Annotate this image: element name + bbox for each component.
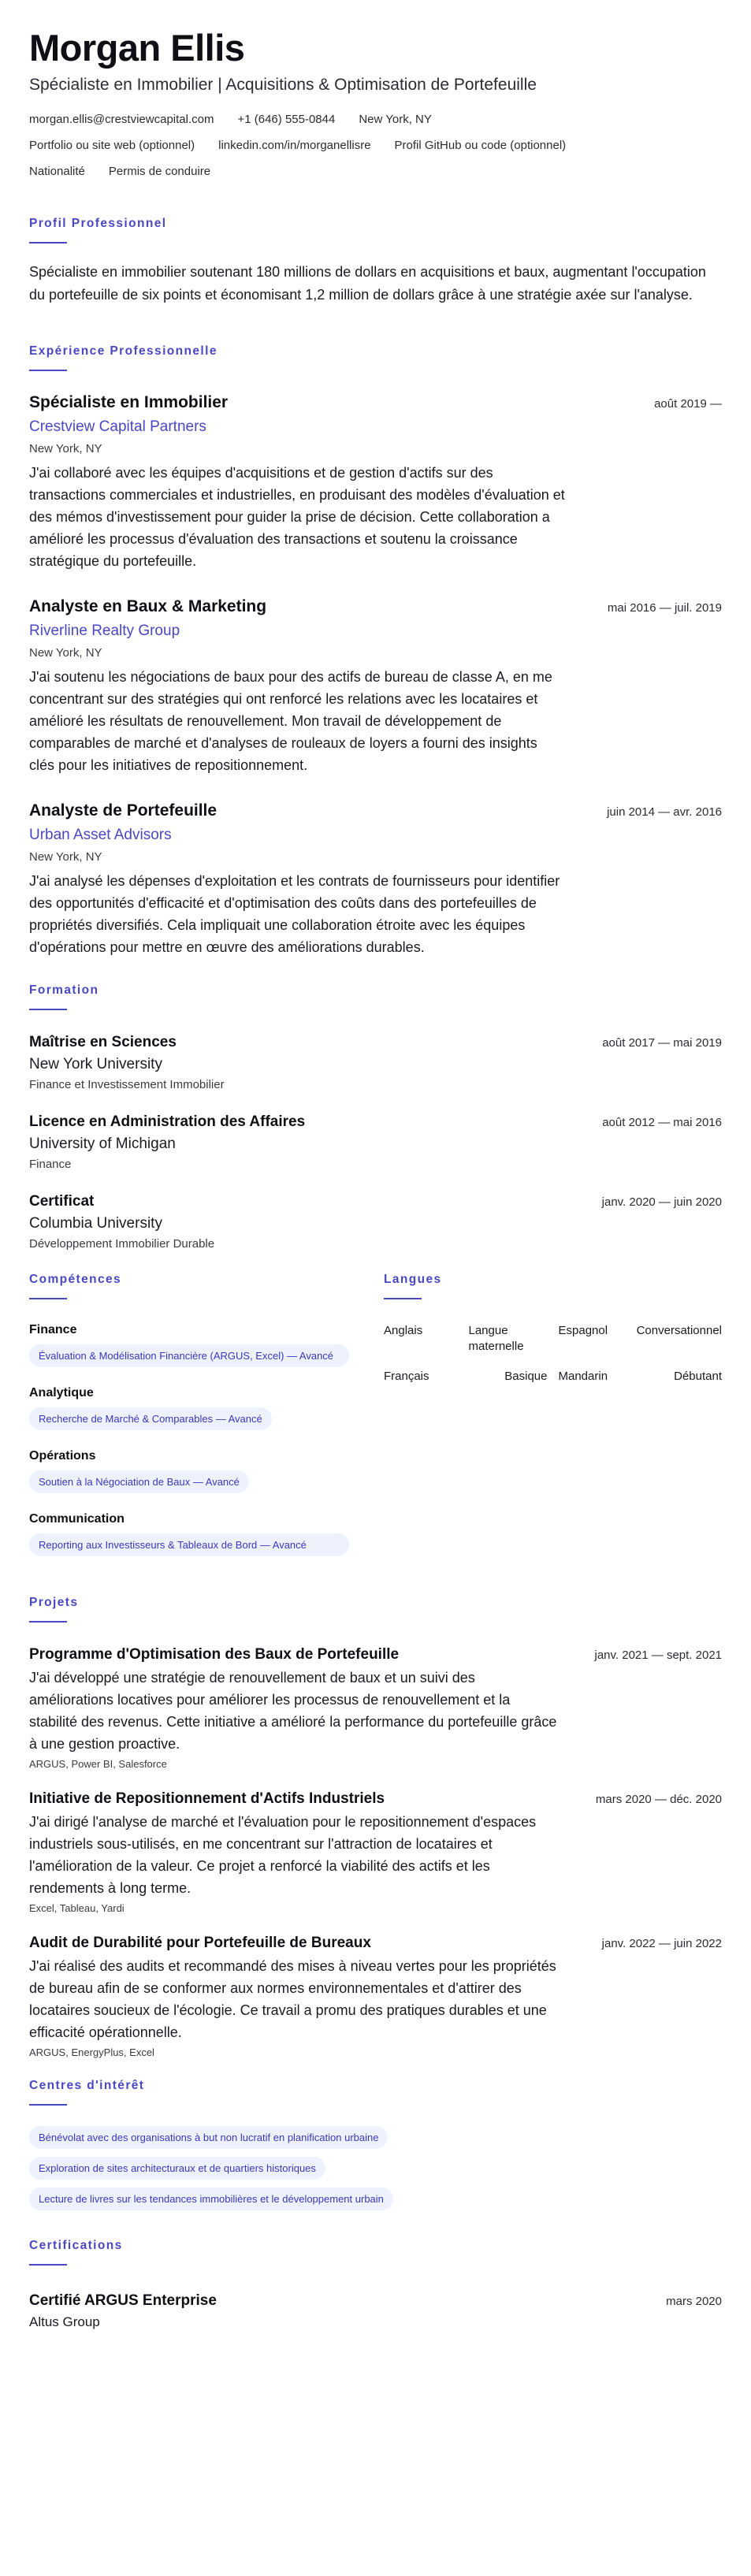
job-company: Crestview Capital Partners [29, 418, 206, 435]
project-tools: ARGUS, EnergyPlus, Excel [29, 2046, 154, 2058]
education-school: New York University [29, 1056, 162, 1072]
language-name: Français [384, 1370, 429, 1383]
section-divider [29, 242, 67, 243]
job-description: J'ai soutenu les négociations de baux pour des actifs de bureau de classe A, en me concentrant sur des stratégies qui ont renforcé les relations avec les locataires et amélioré les résultats de renouvellement. Mon travail de développement de comparables de marché et d'analyses de rouleaux de loyers a fourni des insights clés pour les initiatives de repositionnement. [29, 669, 552, 773]
project-entry [29, 1646, 722, 1770]
section-divider [29, 370, 67, 371]
project-tools: Excel, Tableau, Yardi [29, 1902, 125, 1914]
section-divider [29, 1009, 67, 1010]
skill-category: Finance [29, 1323, 77, 1336]
education-field: Finance [29, 1158, 72, 1171]
interests-section [29, 2079, 722, 2210]
certification-issuer: Altus Group [29, 2314, 100, 2329]
education-school: Columbia University [29, 1215, 162, 1232]
certification-name: Certifié ARGUS Enterprise [29, 2292, 217, 2309]
project-entry [29, 1935, 722, 2058]
education-date: août 2012 — mai 2016 [602, 1116, 722, 1129]
education-date: janv. 2020 — juin 2020 [601, 1195, 722, 1209]
project-date: janv. 2022 — juin 2022 [601, 1937, 722, 1950]
language-level: Basique [504, 1370, 548, 1383]
skill-tag: Évaluation & Modélisation Financière (ARGUS, Excel) — Avancé [29, 1344, 349, 1367]
job-date: mai 2016 — juil. 2019 [607, 601, 722, 615]
language-level: Langue maternelle [468, 1324, 524, 1353]
section-divider [29, 1298, 67, 1299]
job-entry [29, 597, 722, 776]
section-title: Certifications [29, 2239, 123, 2252]
skill-tag: Reporting aux Investisseurs & Tableaux de Bord — Avancé [29, 1533, 349, 1556]
project-title: Audit de Durabilité pour Portefeuille de Bureaux [29, 1935, 371, 1951]
projects-section [29, 1596, 722, 2058]
job-date: juin 2014 — avr. 2016 [607, 805, 722, 819]
skill-category: Analytique [29, 1386, 94, 1400]
language-item [384, 1323, 548, 1355]
certification-date: mars 2020 [666, 2295, 722, 2308]
education-entry [29, 1193, 722, 1251]
job-entry [29, 801, 722, 958]
job-date: août 2019 — [654, 397, 722, 411]
project-title: Initiative de Repositionnement d'Actifs Industriels [29, 1790, 385, 1807]
certification-entry [29, 2292, 722, 2330]
candidate-tagline: Spécialiste en Immobilier | Acquisitions & Optimisation de Portefeuille [29, 76, 537, 94]
languages-section [384, 1273, 722, 1575]
job-location: New York, NY [29, 442, 102, 455]
section-title: Compétences [29, 1273, 122, 1286]
linkedin-link[interactable]: linkedin.com/in/morganellisre [218, 139, 371, 152]
skill-tag: Recherche de Marché & Comparables — Avancé [29, 1407, 272, 1430]
section-title: Centres d'intérêt [29, 2079, 145, 2092]
interest-tag: Exploration de sites architecturaux et de quartiers historiques [29, 2157, 325, 2180]
interest-tag: Lecture de livres sur les tendances immobilières et le développement urbain [29, 2188, 393, 2210]
location-text: New York, NY [359, 113, 432, 126]
license-text: Permis de conduire [108, 165, 211, 178]
experience-section [29, 344, 722, 958]
section-title: Langues [384, 1273, 442, 1286]
job-description: J'ai analysé les dépenses d'exploitation et les contrats de fournisseurs pour identifier des opportunités d'efficacité et d'optimisation des coûts dans des portefeuilles de propriétés diversifiés. Cela impliquait une collaboration étroite avec les équipes d'opérations pour mettre en œuvre des améliorations durables. [29, 873, 560, 955]
github-link[interactable]: Profil GitHub ou code (optionnel) [394, 139, 567, 152]
certifications-section [29, 2239, 722, 2330]
skill-category: Communication [29, 1512, 125, 1526]
contact-row-links [29, 138, 722, 153]
project-description: J'ai dirigé l'analyse de marché et l'évaluation pour le repositionnement d'espaces industriels sous-utilisés, en me concentrant sur l'attraction de locataires et l'amélioration de la valeur. Ce projet a renforcé la viabilité des actifs et les rendements à long terme. [29, 1814, 537, 1896]
profile-summary: Spécialiste en immobilier soutenant 180 millions de dollars en acquisitions et baux, augmentant l'occupation du portefeuille de six points et économisant 1,2 million de dollars grâce à une stratégie axée sur l'analyse. [29, 264, 706, 303]
job-entry [29, 393, 722, 572]
candidate-name: Morgan Ellis [29, 27, 245, 69]
profile-section [29, 217, 722, 307]
skills-languages-row [29, 1273, 722, 1575]
job-title: Analyste de Portefeuille [29, 801, 217, 820]
skill-tag: Soutien à la Négociation de Baux — Avancé [29, 1470, 249, 1493]
skill-group [29, 1386, 354, 1430]
project-tools: ARGUS, Power BI, Salesforce [29, 1758, 167, 1770]
job-description: J'ai collaboré avec les équipes d'acquisitions et de gestion d'actifs sur des transactions commerciales et industrielles, en produisant des modèles d'évaluation et des mémos d'investissement pour guider la prise de décision. Cette collaboration a amélioré les processus d'évaluation des transactions et soutenu la croissance stratégique du portefeuille. [29, 465, 565, 569]
job-company: Urban Asset Advisors [29, 827, 172, 843]
language-level: Conversationnel [636, 1324, 722, 1337]
project-description: J'ai développé une stratégie de renouvellement de baux et un suivi des améliorations locatives pour améliorer les processus de renouvellement et la stabilité des revenus. Cette initiative a amélioré la performance du portefeuille grâce à une gestion proactive. [29, 1670, 557, 1752]
interest-tag: Bénévolat avec des organisations à but non lucratif en planification urbaine [29, 2126, 388, 2149]
job-location: New York, NY [29, 850, 102, 864]
section-title: Profil Professionnel [29, 217, 167, 230]
skill-category: Opérations [29, 1449, 96, 1463]
contact-row-personal [29, 164, 722, 179]
education-field: Finance et Investissement Immobilier [29, 1078, 225, 1091]
education-entry [29, 1113, 722, 1171]
education-degree: Licence en Administration des Affaires [29, 1113, 306, 1130]
language-name: Mandarin [558, 1370, 608, 1383]
section-divider [29, 2104, 67, 2106]
skill-group [29, 1323, 354, 1367]
job-location: New York, NY [29, 646, 102, 660]
website-link[interactable]: Portfolio ou site web (optionnel) [29, 139, 195, 152]
phone-link[interactable]: +1 (646) 555-0844 [237, 113, 336, 126]
skill-group [29, 1449, 354, 1493]
education-section [29, 983, 722, 1251]
job-title: Analyste en Baux & Marketing [29, 597, 267, 615]
language-level: Débutant [674, 1370, 722, 1383]
project-date: mars 2020 — déc. 2020 [595, 1793, 722, 1806]
job-company: Riverline Realty Group [29, 623, 180, 639]
language-item [559, 1323, 723, 1355]
section-title: Formation [29, 983, 99, 997]
section-title: Expérience Professionnelle [29, 344, 217, 358]
project-date: janv. 2021 — sept. 2021 [594, 1649, 722, 1662]
education-degree: Certificat [29, 1193, 95, 1210]
education-entry [29, 1034, 722, 1091]
skill-group [29, 1512, 354, 1556]
language-name: Espagnol [558, 1324, 608, 1337]
section-divider [384, 1298, 422, 1299]
resume-header [29, 27, 722, 179]
project-description: J'ai réalisé des audits et recommandé des mises à niveau vertes pour les propriétés de bureau afin de se conformer aux normes environnementales et d'attirer des locataires soucieux de l'écologie. Ce travail a promu des pratiques durables et une efficacité opérationnelle. [29, 1958, 556, 2040]
section-divider [29, 2264, 67, 2266]
education-school: University of Michigan [29, 1136, 176, 1152]
contact-row-primary [29, 112, 722, 127]
project-title: Programme d'Optimisation des Baux de Portefeuille [29, 1646, 400, 1663]
section-divider [29, 1621, 67, 1623]
language-name: Anglais [384, 1324, 423, 1337]
language-item [384, 1369, 548, 1385]
project-entry [29, 1790, 722, 1914]
education-degree: Maîtrise en Sciences [29, 1034, 177, 1050]
language-item [559, 1369, 723, 1385]
education-field: Développement Immobilier Durable [29, 1237, 215, 1251]
email-link[interactable]: morgan.ellis@crestviewcapital.com [29, 113, 214, 126]
section-title: Projets [29, 1596, 79, 1609]
job-title: Spécialiste en Immobilier [29, 393, 229, 411]
nationality-text: Nationalité [29, 165, 85, 178]
skills-section [29, 1273, 354, 1575]
education-date: août 2017 — mai 2019 [602, 1036, 722, 1050]
